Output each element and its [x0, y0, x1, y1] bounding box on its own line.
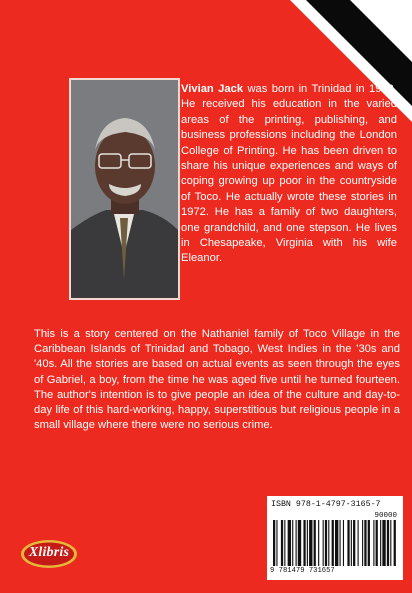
author-bio	[181, 82, 397, 267]
barcode-bar	[340, 520, 341, 566]
barcode-bar	[318, 520, 319, 566]
xlibris-logo-text: Xlibris	[28, 545, 70, 560]
barcode-bar	[343, 520, 344, 566]
barcode-bar	[351, 520, 352, 566]
barcode-bar	[358, 520, 359, 566]
barcode-bar	[281, 520, 283, 566]
isbn-text: ISBN 978-1-4797-3165-7	[271, 500, 381, 509]
barcode-bar	[309, 520, 312, 566]
barcode-bar	[394, 520, 396, 566]
barcode-digits: 9 781479 731657	[270, 567, 335, 575]
barcode-bar	[373, 520, 374, 566]
barcode-bars	[273, 520, 397, 566]
barcode-bar	[307, 520, 308, 566]
barcode-bar	[335, 520, 338, 566]
barcode-bar	[276, 520, 277, 566]
barcode-bar	[325, 520, 327, 566]
barcode-bar	[380, 520, 381, 566]
barcode-bar	[347, 520, 349, 566]
barcode-bar	[303, 520, 305, 566]
author-name: Vivian Jack	[181, 83, 244, 95]
author-bio-text: was born in Trinidad in 1929. He received his education in the varied areas of the printing, publishing, and business professions including the London College of Printing. He has been driven to share his unique experiences and ways of coping growing up poor in the countryside of Toco. He actually wrote these stories in 1972. He has a family of two daughters, one grandchild, and one stepson. He lives in Chesapeake, Virginia with his wife Eleanor.	[181, 83, 398, 265]
barcode-block	[267, 496, 403, 580]
barcode-bar	[288, 520, 291, 566]
barcode-bar	[332, 520, 334, 566]
barcode-bar	[292, 520, 293, 566]
barcode-bar	[353, 520, 355, 566]
price-code: 90000	[374, 512, 397, 520]
barcode-bar	[296, 520, 297, 566]
barcode-bar	[382, 520, 385, 566]
barcode-bar	[387, 520, 389, 566]
barcode-bar	[284, 520, 285, 566]
barcode-bar	[323, 520, 324, 566]
barcode-bar	[273, 520, 275, 566]
barcode-bar	[328, 520, 329, 566]
barcode-bar	[390, 520, 391, 566]
barcode-bar	[368, 520, 370, 566]
author-photo	[69, 78, 180, 300]
barcode-bar	[376, 520, 378, 566]
barcode-bar	[362, 520, 363, 566]
barcode-bar	[298, 520, 301, 566]
book-synopsis: This is a story centered on the Nathaniel family of Toco Village in the Caribbean Islands of Trinidad and Tobago, West Indies in the '30s and '40s. All the stories are based on actual events as seen through the eyes of Gabriel, a boy, from the time he was aged five until he turned fourteen. The author's intention is to give people an idea of the culture and day-to-day life of this hard-working, happy, superstitious but religious people in a small village where there were no serious crime.	[34, 328, 400, 432]
barcode-bar	[314, 520, 316, 566]
barcode-bar	[364, 520, 366, 566]
